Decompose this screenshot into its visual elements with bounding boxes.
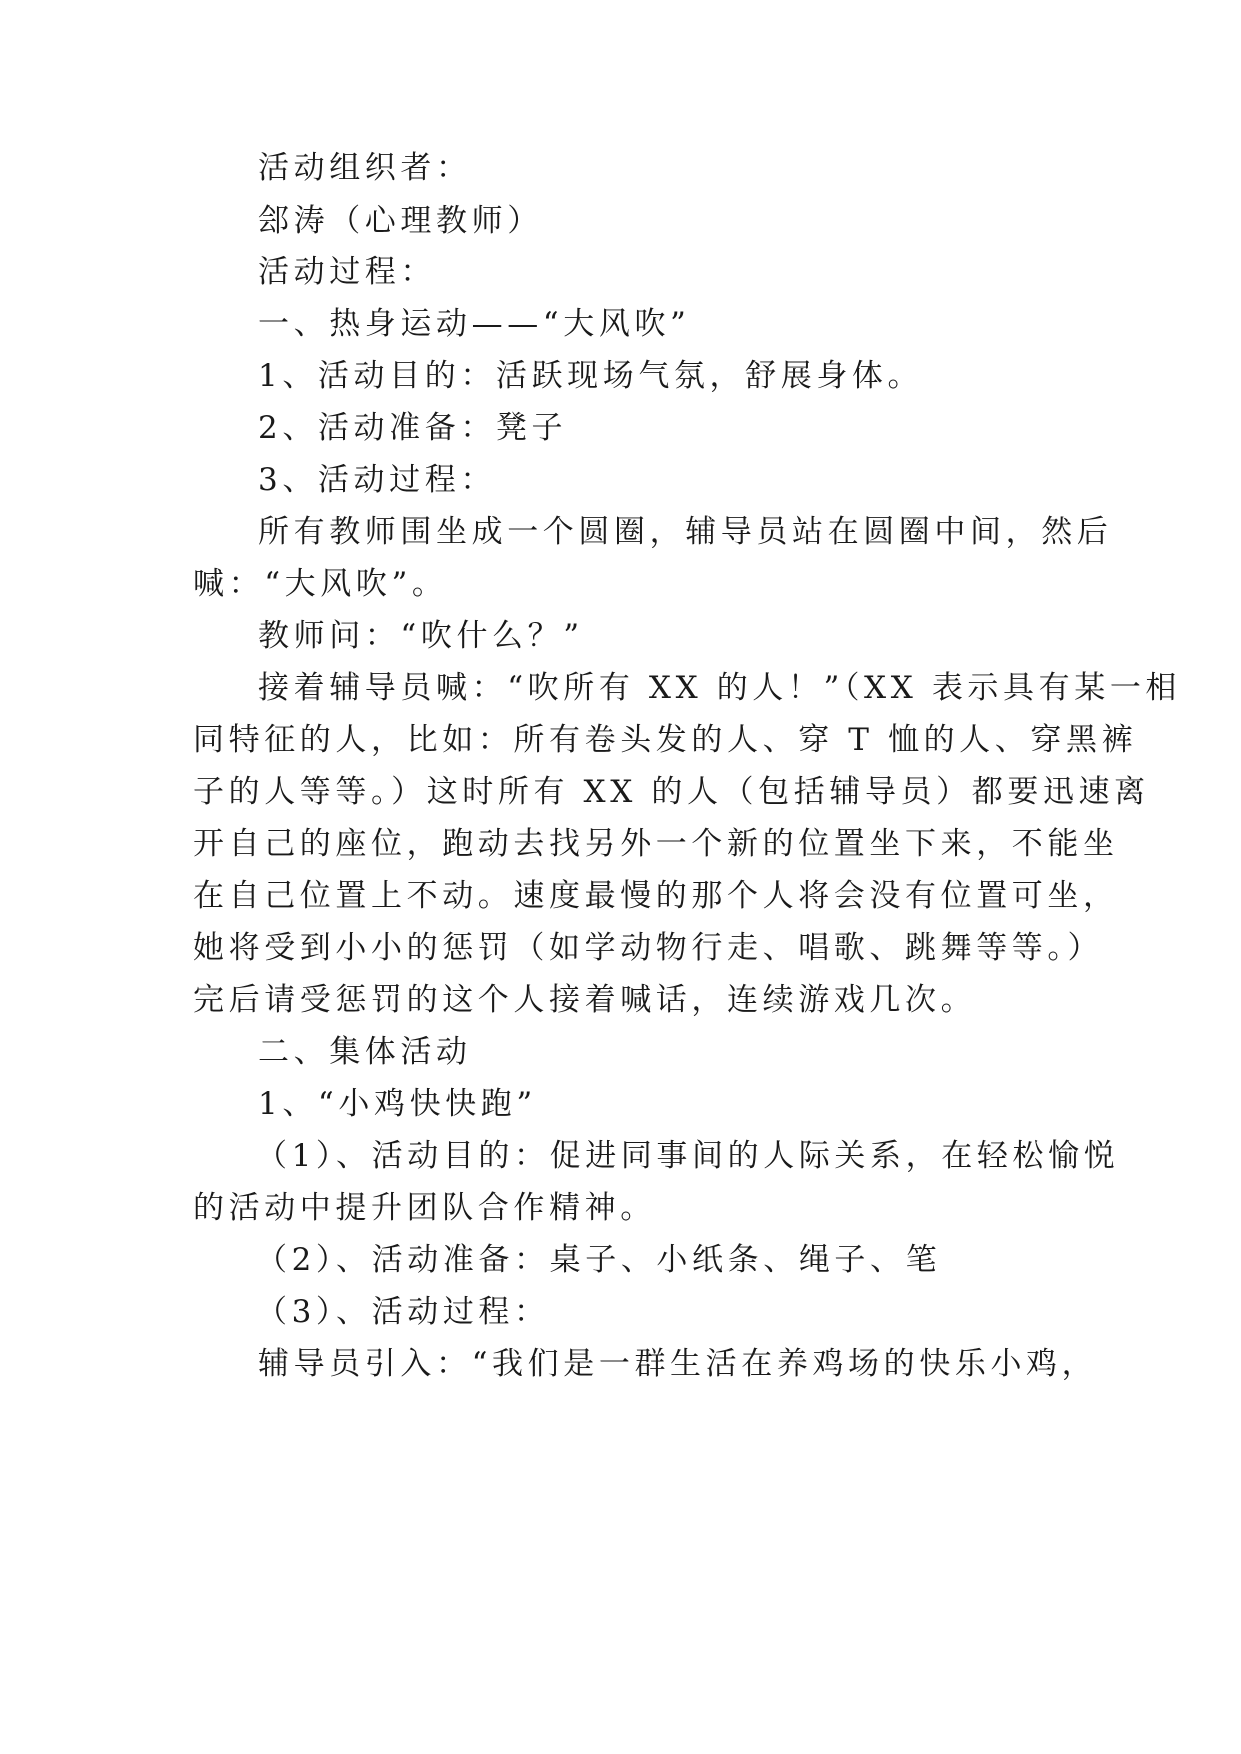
paragraph-line: 开自己的座位，跑动去找另外一个新的位置坐下来，不能坐 bbox=[193, 826, 1119, 862]
list-item: （3）、活动过程： bbox=[256, 1294, 550, 1330]
section-heading-2: 二、集体活动 bbox=[258, 1034, 472, 1070]
paragraph-line: 子的人等等。）这时所有 XX 的人（包括辅导员）都要迅速离 bbox=[193, 774, 1150, 810]
list-item: 3、活动过程： bbox=[258, 462, 496, 498]
label-process: 活动过程： bbox=[258, 254, 436, 290]
organizer-name: 郐涛（心理教师） bbox=[258, 203, 543, 239]
list-item: （1）、活动目的：促进同事间的人际关系，在轻松愉悦 bbox=[256, 1138, 1120, 1174]
paragraph-line: 教师问：“吹什么？” bbox=[258, 618, 584, 654]
list-item: （2）、活动准备：桌子、小纸条、绳子、笔 bbox=[256, 1242, 942, 1278]
paragraph-line: 接着辅导员喊：“吹所有 XX 的人！”（XX 表示具有某一相 bbox=[258, 670, 1182, 706]
paragraph-line: 她将受到小小的惩罚（如学动物行走、唱歌、跳舞等等。） bbox=[193, 930, 1104, 966]
subsection-heading: 1、“小鸡快快跑” bbox=[258, 1086, 537, 1122]
paragraph-line: 辅导员引入：“我们是一群生活在养鸡场的快乐小鸡， bbox=[258, 1346, 1098, 1382]
paragraph-line: 喊：“大风吹”。 bbox=[193, 566, 448, 602]
list-item: 1、活动目的：活跃现场气氛，舒展身体。 bbox=[258, 358, 924, 394]
paragraph-line: 所有教师围坐成一个圆圈，辅导员站在圆圈中间，然后 bbox=[258, 514, 1113, 550]
paragraph-line: 完后请受惩罚的这个人接着喊话，连续游戏几次。 bbox=[193, 982, 977, 1018]
section-heading-1: 一、热身运动——“大风吹” bbox=[258, 306, 691, 342]
label-organizer: 活动组织者： bbox=[258, 150, 472, 186]
paragraph-line: 在自己位置上不动。速度最慢的那个人将会没有位置可坐， bbox=[193, 878, 1119, 914]
list-item: 2、活动准备：凳子 bbox=[258, 410, 568, 446]
paragraph-line: 的活动中提升团队合作精神。 bbox=[193, 1190, 656, 1226]
paragraph-line: 同特征的人，比如：所有卷头发的人、穿 T 恤的人、穿黑裤 bbox=[193, 722, 1138, 758]
